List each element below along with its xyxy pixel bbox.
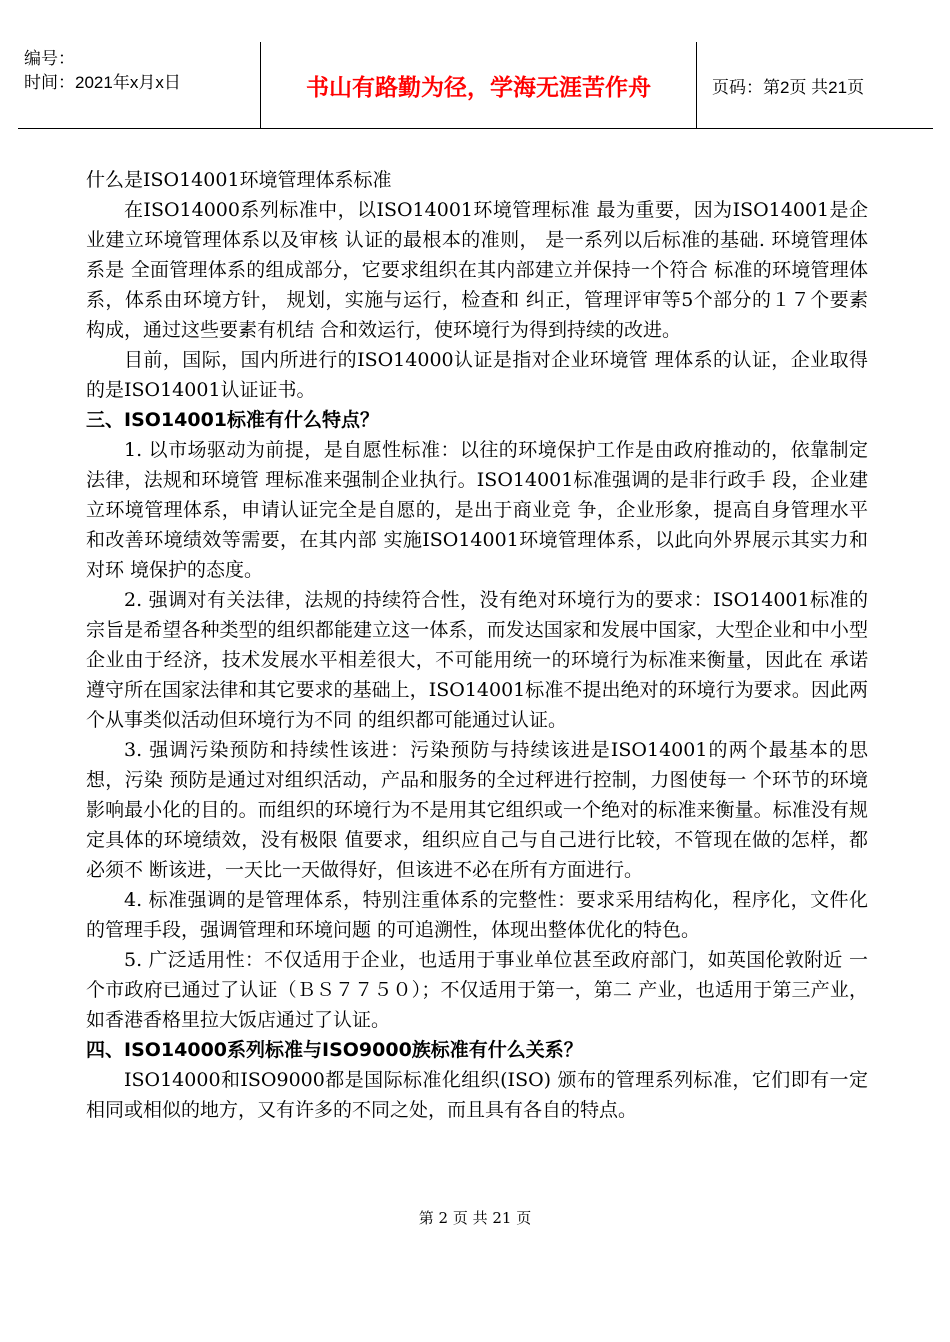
page-header [18,42,933,129]
list-item: 5. 广泛适用性：不仅适用于企业，也适用于事业单位甚至政府部门，如英国伦敦附近 一个市政府已通过了认证（ＢＳ７７５０）；不仅适用于第一，第二 产业，也适用于第三产业，如香港香格里拉大饭店通过了认证。 [86,949,868,1031]
list-item: 2. 强调对有关法律，法规的持续符合性，没有绝对环境行为的要求：ISO14001标准的宗旨是希望各种类型的组织都能建立这一体系，而发达国家和发展中国家，大型企业和中小型企业由于经济，技术发展水平相差很大，不可能用统一的环境行为标准来衡量，因此在 承诺遵守所在国家法律和其它要求的基础上，ISO14001标准不提出绝对的环境行为要求。因此两个从事类似活动但环境行为不同 的组织都可能通过认证。 [86,589,868,731]
paragraph: ISO14000和ISO9000都是国际标准化组织(ISO) 颁布的管理系列标准，它们即有一定相同或相似的地方，又有许多的不同之处，而且具有各自的特点。 [86,1069,868,1121]
paragraph: 目前，国际，国内所进行的ISO14000认证是指对企业环境管 理体系的认证，企业取得的是ISO14001认证证书。 [86,349,868,401]
header-page-info: 页码：第2页 共21页 [712,77,865,97]
list-item: 3. 强调污染预防和持续性该进：污染预防与持续该进是ISO14001的两个最基本的思想，污染 预防是通过对组织活动，产品和服务的全过秤进行控制，力图使每一 个环节的环境影响最小化的目的。而组织的环境行为不是用其它组织或一个绝对的标准来衡量。标准没有规定具体的环境绩效，没有极限 值要求，组织应自己与自己进行比较，不管现在做的怎样，都必须不 断该进，一天比一天做得好，但该进不必在所有方面进行。 [86,739,868,881]
document-body [86,165,868,1125]
section-heading: 四、ISO14000系列标准与ISO9000族标准有什么关系？ [86,1039,583,1061]
serial-label: 编号： [24,49,75,68]
time-label: 时间：2021年x月x日 [24,73,181,92]
list-item: 1. 以市场驱动为前提，是自愿性标准：以往的环境保护工作是由政府推动的，依靠制定法律，法规和环境管 理标准来强制企业执行。ISO14001标准强调的是非行政手 段，企业建立环境管理体系，申请认证完全是自愿的，是出于商业竞 争，企业形象，提高自身管理水平和改善环境绩效等需要，在其内部 实施ISO14001环境管理体系，以此向外界展示其实力和对环 境保护的态度。 [86,439,868,581]
header-motto: 书山有路勤为径，学海无涯苦作舟 [306,74,651,101]
intro-title: 什么是ISO14001环境管理体系标准 [86,169,392,191]
paragraph: 在ISO14000系列标准中，以ISO14001环境管理标准 最为重要，因为ISO14001是企业建立环境管理体系以及审核 认证的最根本的准则， 是一系列以后标准的基础. 环境管理体系是 全面管理体系的组成部分，它要求组织在其内部建立并保持一个符合 标准的环境管理体系，体系由环境方针， 规划，实施与运行，检查和 纠正，管理评审等5个部分的１７个要素构成，通过这些要素有机结 合和效运行，使环境行为得到持续的改进。 [86,199,868,341]
header-motto-cell [260,42,697,128]
list-item: 4. 标准强调的是管理体系，特别注重体系的完整性：要求采用结构化，程序化，文件化的管理手段，强调管理和环境问题 的可追溯性，体现出整体优化的特色。 [86,889,868,941]
page-footer: 第 2 页 共 21 页 [418,1209,532,1227]
section-heading: 三、ISO14001标准有什么特点？ [86,409,380,431]
header-meta [18,42,260,128]
